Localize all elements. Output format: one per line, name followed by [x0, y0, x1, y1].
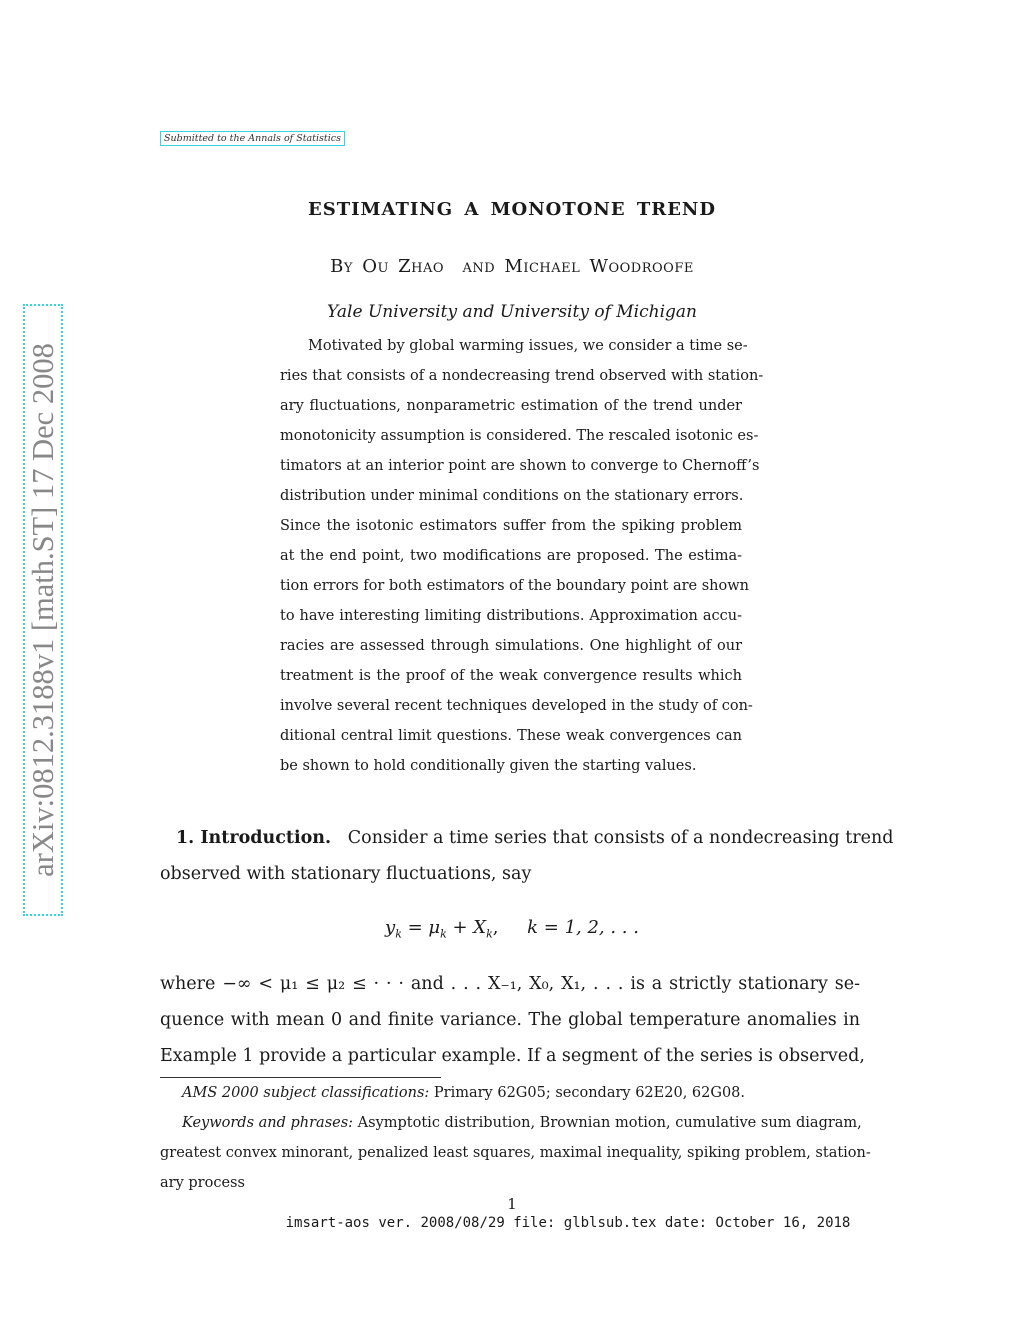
abstract-line: at the end point, two modifications are proposed. The estima-: [280, 548, 742, 564]
ams-label: AMS 2000 subject classifications:: [182, 1085, 430, 1101]
abstract-line: timators at an interior point are shown to converge to Chernoff’s: [280, 458, 760, 474]
abstract-line: Since the isotonic estimators suffer from the spiking problem: [280, 518, 742, 534]
eq-mu: μ: [428, 917, 441, 938]
footnote-keywords-cont: ary process: [160, 1175, 245, 1191]
abstract-line: monotonicity assumption is considered. The rescaled isotonic es-: [280, 428, 759, 444]
abstract-line: tion errors for both estimators of the boundary point are shown: [280, 578, 749, 594]
author-1: Ou Zhao: [362, 256, 445, 277]
intro-line: Example 1 provide a particular example. If a segment of the series is observed,: [160, 1046, 865, 1066]
paper-title: ESTIMATING A MONOTONE TREND: [308, 199, 716, 220]
eq-y: y: [385, 917, 396, 938]
abstract-line: ary fluctuations, nonparametric estimation of the trend under: [280, 398, 742, 414]
abstract-line: to have interesting limiting distributions. Approximation accu-: [280, 608, 742, 624]
abstract-line: be shown to hold conditionally given the starting values.: [280, 758, 697, 774]
footer-info: imsart-aos ver. 2008/08/29 file: glblsub.tex date: October 16, 2018: [285, 1215, 851, 1231]
ams-text: Primary 62G05; secondary 62E20, 62G08.: [433, 1085, 746, 1101]
abstract-line: Motivated by global warming issues, we consider a time se-: [308, 338, 748, 354]
keywords-label: Keywords and phrases:: [182, 1115, 354, 1131]
intro-line: quence with mean 0 and finite variance. The global temperature anomalies in: [160, 1010, 860, 1030]
eq-index: k = 1, 2, . . .: [527, 917, 639, 938]
abstract-line: ries that consists of a nondecreasing trend observed with station-: [280, 368, 764, 384]
footnote-rule: [160, 1077, 441, 1078]
eq-sub: k: [395, 927, 402, 941]
keywords-text: Asymptotic distribution, Brownian motion, cumulative sum diagram,: [357, 1115, 862, 1131]
intro-first-line: [160, 827, 894, 849]
authors-and: and: [462, 256, 496, 277]
intro-line: observed with stationary fluctuations, say: [160, 864, 532, 884]
eq-sub: k: [440, 927, 447, 941]
footnote-keywords-cont: greatest convex minorant, penalized least squares, maximal inequality, spiking problem, station-: [160, 1145, 871, 1161]
intro-text: Consider a time series that consists of a nondecreasing trend: [347, 828, 894, 848]
affiliation: Yale University and University of Michigan: [327, 302, 697, 322]
authors-prefix: By: [330, 256, 353, 277]
abstract-line: treatment is the proof of the weak convergence results which: [280, 668, 742, 684]
abstract-line: ditional central limit questions. These weak convergences can: [280, 728, 742, 744]
author-2: Michael Woodroofe: [504, 256, 694, 277]
arxiv-stamp[interactable]: [23, 304, 63, 916]
arxiv-id-text: arXiv:0812.3188v1 [math.ST] 17 Dec 2008: [26, 343, 60, 877]
page-number: 1: [507, 1195, 517, 1213]
abstract-line: involve several recent techniques developed in the study of con-: [280, 698, 753, 714]
eq-equals: =: [401, 917, 429, 938]
eq-sub: k: [486, 927, 493, 941]
abstract-line: distribution under minimal conditions on the stationary errors.: [280, 488, 744, 504]
equation-display: $y_k = \mu_k + X_k$, k = 1, 2, . . .: [385, 917, 639, 941]
footnote-keywords: [160, 1113, 860, 1133]
abstract-line: racies are assessed through simulations. One highlight of our: [280, 638, 742, 654]
paper-authors: [0, 256, 1024, 277]
eq-plus: +: [446, 917, 474, 938]
section-heading: 1. Introduction.: [176, 828, 332, 848]
intro-line: where −∞ < μ₁ ≤ μ₂ ≤ · · · and . . . X₋₁, X₀, X₁, . . . is a strictly stationary se-: [160, 974, 860, 994]
journal-note-link[interactable]: Submitted to the Annals of Statistics: [160, 131, 345, 146]
footnote-ams: [160, 1083, 860, 1103]
eq-x: X: [473, 917, 487, 938]
